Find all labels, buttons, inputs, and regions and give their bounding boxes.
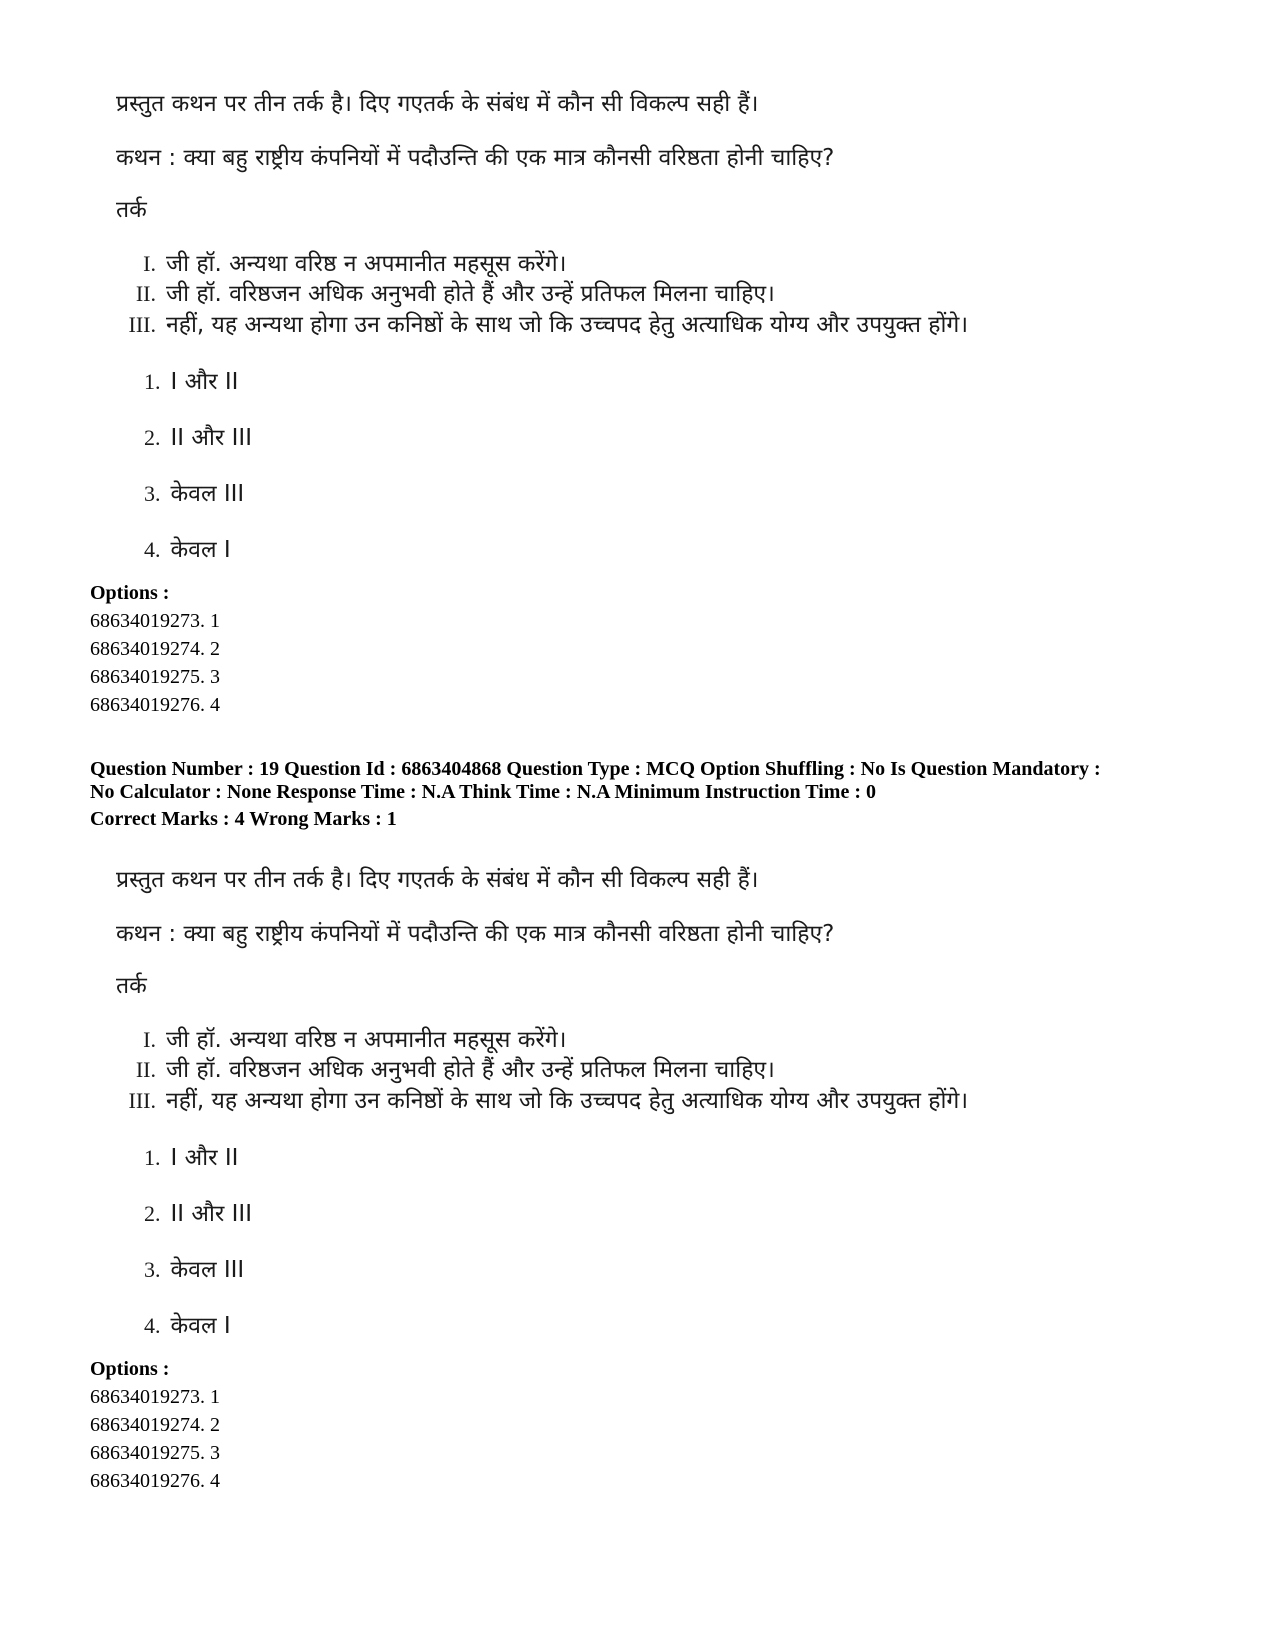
options-label: Options : <box>90 1358 170 1380</box>
option-id: 68634019275. 3 <box>90 666 220 688</box>
choice-number: 1. <box>144 369 161 394</box>
question-intro: प्रस्तुत कथन पर तीन तर्क है। दिए गएतर्क के संबंध में कौन सी विकल्प सही हैं। <box>116 867 759 893</box>
argument-text: जी हॉ. अन्यथा वरिष्ठ न अपमानीत महसूस करेंगे। <box>166 251 567 277</box>
argument-item <box>110 1022 566 1054</box>
argument-text: जी हॉ. वरिष्ठजन अधिक अनुभवी होते हैं और उन्हें प्रतिफल मिलना चाहिए। <box>166 1057 775 1083</box>
argument-number: II. <box>135 281 156 306</box>
argument-text: नहीं, यह अन्यथा होगा उन कनिष्ठों के साथ जो कि उच्चपद हेतु अत्याधिक योग्य और उपयुक्त होंगे। <box>166 312 969 338</box>
option-id: 68634019274. 2 <box>90 1414 220 1436</box>
choice-item <box>144 1308 231 1340</box>
marks-line: Correct Marks : 4 Wrong Marks : 1 <box>90 808 397 830</box>
choice-text: केवल I <box>170 1313 231 1339</box>
choice-number: 1. <box>144 1145 161 1170</box>
choice-item <box>144 1252 244 1284</box>
argument-text: जी हॉ. वरिष्ठजन अधिक अनुभवी होते हैं और उन्हें प्रतिफल मिलना चाहिए। <box>166 281 775 307</box>
option-id: 68634019276. 4 <box>90 1470 220 1492</box>
argument-number: I. <box>143 251 156 276</box>
option-id: 68634019276. 4 <box>90 694 220 716</box>
choice-text: केवल I <box>170 537 231 563</box>
choice-item <box>144 532 231 564</box>
choice-number: 2. <box>144 1201 161 1226</box>
choice-number: 4. <box>144 1313 161 1338</box>
choice-item <box>144 1140 238 1172</box>
question-meta-line: No Calculator : None Response Time : N.A Think Time : N.A Minimum Instruction Time : 0 <box>90 781 876 803</box>
option-id: 68634019274. 2 <box>90 638 220 660</box>
question-statement: कथन : क्या बहु राष्ट्रीय कंपनियों में पदौउन्ति की एक मात्र कौनसी वरिष्ठता होनी चाहिए? <box>116 921 835 947</box>
choice-number: 4. <box>144 537 161 562</box>
option-id: 68634019273. 1 <box>90 1386 220 1408</box>
arguments-heading: तर्क <box>116 973 147 999</box>
argument-item <box>110 307 968 339</box>
argument-number: III. <box>128 312 156 337</box>
argument-item <box>110 276 775 308</box>
argument-number: II. <box>135 1057 156 1082</box>
choice-text: केवल III <box>170 481 245 507</box>
choice-text: II और III <box>170 1201 252 1227</box>
choice-text: I और II <box>170 369 239 395</box>
choice-text: केवल III <box>170 1257 245 1283</box>
argument-number: III. <box>128 1088 156 1113</box>
choice-number: 3. <box>144 481 161 506</box>
argument-item <box>110 1052 775 1084</box>
choice-number: 3. <box>144 1257 161 1282</box>
question-intro: प्रस्तुत कथन पर तीन तर्क है। दिए गएतर्क के संबंध में कौन सी विकल्प सही हैं। <box>116 91 759 117</box>
question-statement: कथन : क्या बहु राष्ट्रीय कंपनियों में पदौउन्ति की एक मात्र कौनसी वरिष्ठता होनी चाहिए? <box>116 145 835 171</box>
choice-text: II और III <box>170 425 252 451</box>
choice-number: 2. <box>144 425 161 450</box>
arguments-heading: तर्क <box>116 197 147 223</box>
argument-item <box>110 1083 968 1115</box>
argument-number: I. <box>143 1027 156 1052</box>
choice-item <box>144 364 238 396</box>
argument-text: जी हॉ. अन्यथा वरिष्ठ न अपमानीत महसूस करेंगे। <box>166 1027 567 1053</box>
option-id: 68634019275. 3 <box>90 1442 220 1464</box>
choice-text: I और II <box>170 1145 239 1171</box>
argument-text: नहीं, यह अन्यथा होगा उन कनिष्ठों के साथ जो कि उच्चपद हेतु अत्याधिक योग्य और उपयुक्त होंगे। <box>166 1088 969 1114</box>
option-id: 68634019273. 1 <box>90 610 220 632</box>
options-label: Options : <box>90 582 170 604</box>
choice-item <box>144 1196 252 1228</box>
choice-item <box>144 420 252 452</box>
question-meta-line: Question Number : 19 Question Id : 6863404868 Question Type : MCQ Option Shuffling : No Is Question Mandatory : <box>90 758 1101 780</box>
argument-item <box>110 246 566 278</box>
choice-item <box>144 476 244 508</box>
